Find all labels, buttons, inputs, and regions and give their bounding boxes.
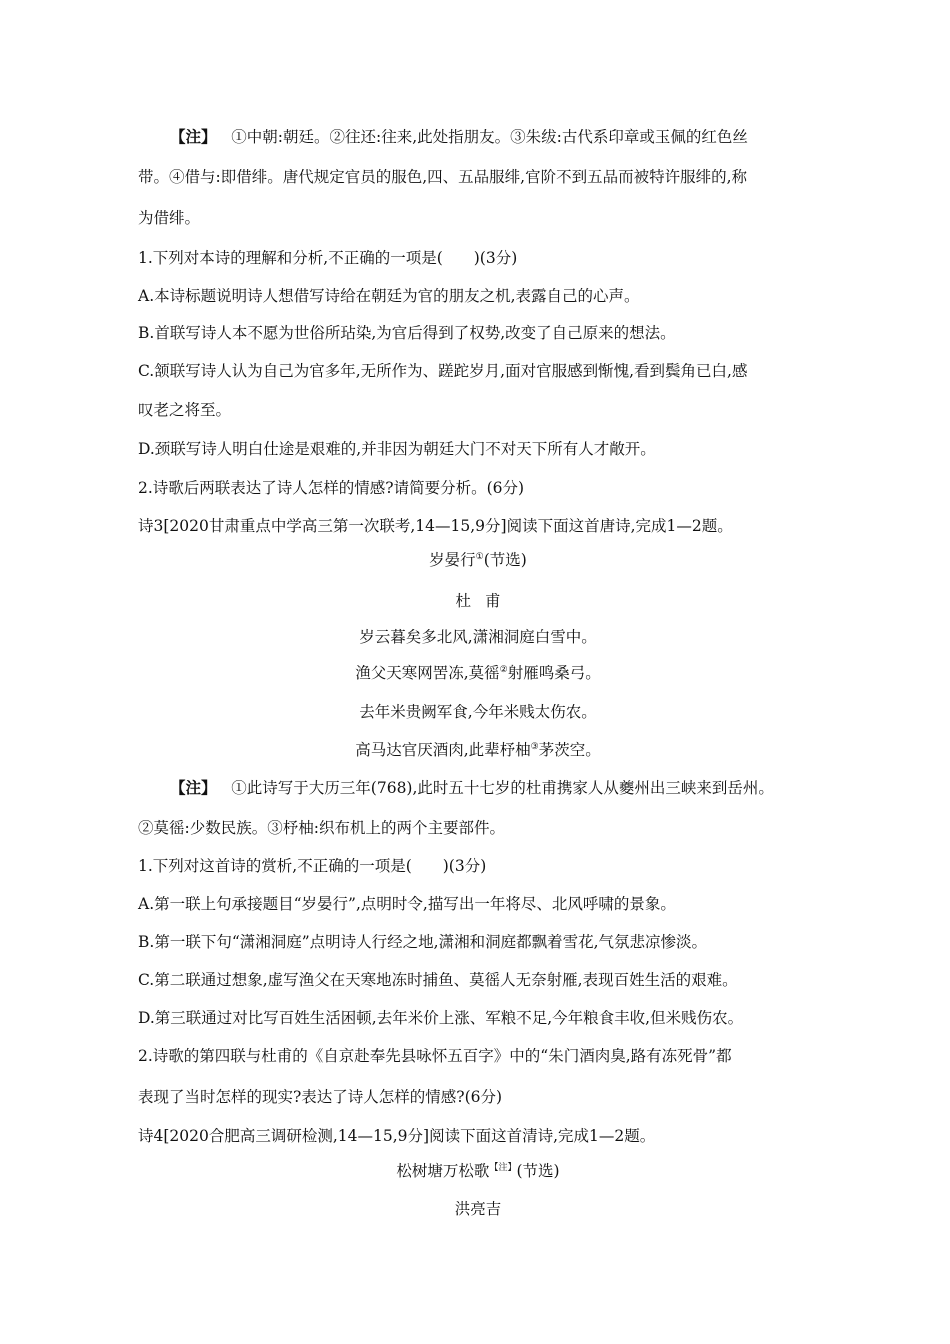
poem3-title-text: 岁晏行 xyxy=(429,551,476,569)
poem3-verse3: 去年米贵阙军食,今年米贱太伤农。 xyxy=(359,703,597,721)
poem2-notes-line2: 带。④借与:即借绯。唐代规定官员的服色,四、五品服绯,官阶不到五品而被特许服绯的,称 xyxy=(138,168,748,186)
poem4-title-note: 【注】 xyxy=(489,1162,517,1173)
poem3-q1-stem: 1.下列对这首诗的赏析,不正确的一项是( )(3分) xyxy=(138,857,487,875)
poem2-q1-option-b: B.首联写诗人本不愿为世俗所玷染,为官后得到了权势,改变了自己原来的想法。 xyxy=(138,324,676,342)
poem4-title-text: 松树塘万松歌 xyxy=(396,1162,490,1180)
poem4-intro: 诗4[2020合肥高三调研检测,14—15,9分]阅读下面这首清诗,完成1—2题。 xyxy=(138,1127,656,1145)
poem3-verse2-note: ② xyxy=(499,664,508,675)
poem3-notes-line1 xyxy=(170,777,850,799)
poem3-title-note: ① xyxy=(475,551,484,562)
poem4-title-suffix: (节选) xyxy=(516,1162,560,1180)
poem3-verse4-b: 茅茨空。 xyxy=(538,741,601,759)
poem2-q2: 2.诗歌后两联表达了诗人怎样的情感?请简要分析。(6分) xyxy=(138,479,525,497)
poem2-notes-line3: 为借绯。 xyxy=(138,209,201,227)
poem3-verse2-b: 射雁鸣桑弓。 xyxy=(507,664,601,682)
poem3-intro: 诗3[2020甘肃重点中学高三第一次联考,14—15,9分]阅读下面这首唐诗,完成1—2题。 xyxy=(138,517,733,535)
poem3-author-text: 杜甫 xyxy=(455,592,515,610)
poem2-q1-option-d: D.颈联写诗人明白仕途是艰难的,并非因为朝廷大门不对天下所有人才敞开。 xyxy=(138,440,656,458)
poem3-verse2 xyxy=(138,662,818,684)
poem2-q1-option-c-line1: C.颔联写诗人认为自己为官多年,无所作为、蹉跎岁月,面对官服感到惭愧,看到鬓角已白,感 xyxy=(138,362,748,380)
poem3-verse1: 岁云暮矣多北风,潇湘洞庭白雪中。 xyxy=(359,628,597,646)
poem3-q1-option-c: C.第二联通过想象,虚写渔父在天寒地冻时捕鱼、莫徭人无奈射雁,表现百姓生活的艰难。 xyxy=(138,971,738,989)
poem3-q1-option-b: B.第一联下句“潇湘洞庭”点明诗人行经之地,潇湘和洞庭都飘着雪花,气氛悲凉惨淡。 xyxy=(138,933,708,951)
poem3-title-suffix: (节选) xyxy=(483,551,527,569)
poem3-q2-line2: 表现了当时怎样的现实?表达了诗人怎样的情感?(6分) xyxy=(138,1088,503,1106)
poem3-verse4 xyxy=(138,739,818,761)
note-tag: 【注】 xyxy=(170,778,217,797)
poem3-notes-line2: ②莫徭:少数民族。③杼柚:织布机上的两个主要部件。 xyxy=(138,819,505,837)
poem2-q1-stem: 1.下列对本诗的理解和分析,不正确的一项是( )(3分) xyxy=(138,249,518,267)
poem4-title xyxy=(138,1160,818,1182)
poem3-verse4-note: ③ xyxy=(530,741,539,752)
poem3-q2-line1: 2.诗歌的第四联与杜甫的《自京赴奉先县咏怀五百字》中的“朱门酒肉臭,路有冻死骨”都 xyxy=(138,1047,732,1065)
poem3-verse2-a: 渔父天寒网罟冻,莫徭 xyxy=(355,664,500,682)
poem4-author: 洪亮吉 xyxy=(454,1200,502,1218)
note-text: ①中朝:朝廷。②往还:往来,此处指朋友。③朱绂:古代系印章或玉佩的红色丝 xyxy=(231,128,748,146)
poem3-author xyxy=(138,590,818,612)
note-text: ①此诗写于大历三年(768),此时五十七岁的杜甫携家人从夔州出三峡来到岳州。 xyxy=(231,779,774,797)
poem2-q1-option-c-line2: 叹老之将至。 xyxy=(138,401,232,419)
poem3-q1-option-d: D.第三联通过对比写百姓生活困顿,去年米价上涨、军粮不足,今年粮食丰收,但米贱伤农。 xyxy=(138,1009,744,1027)
poem3-q1-option-a: A.第一联上句承接题目“岁晏行”,点明时令,描写出一年将尽、北风呼啸的景象。 xyxy=(138,895,676,913)
poem2-notes-line1 xyxy=(170,126,850,148)
note-tag: 【注】 xyxy=(170,127,217,146)
poem3-verse4-a: 高马达官厌酒肉,此辈杼柚 xyxy=(355,741,531,759)
poem2-q1-option-a: A.本诗标题说明诗人想借写诗给在朝廷为官的朋友之机,表露自己的心声。 xyxy=(138,287,640,305)
poem3-title xyxy=(138,549,818,571)
